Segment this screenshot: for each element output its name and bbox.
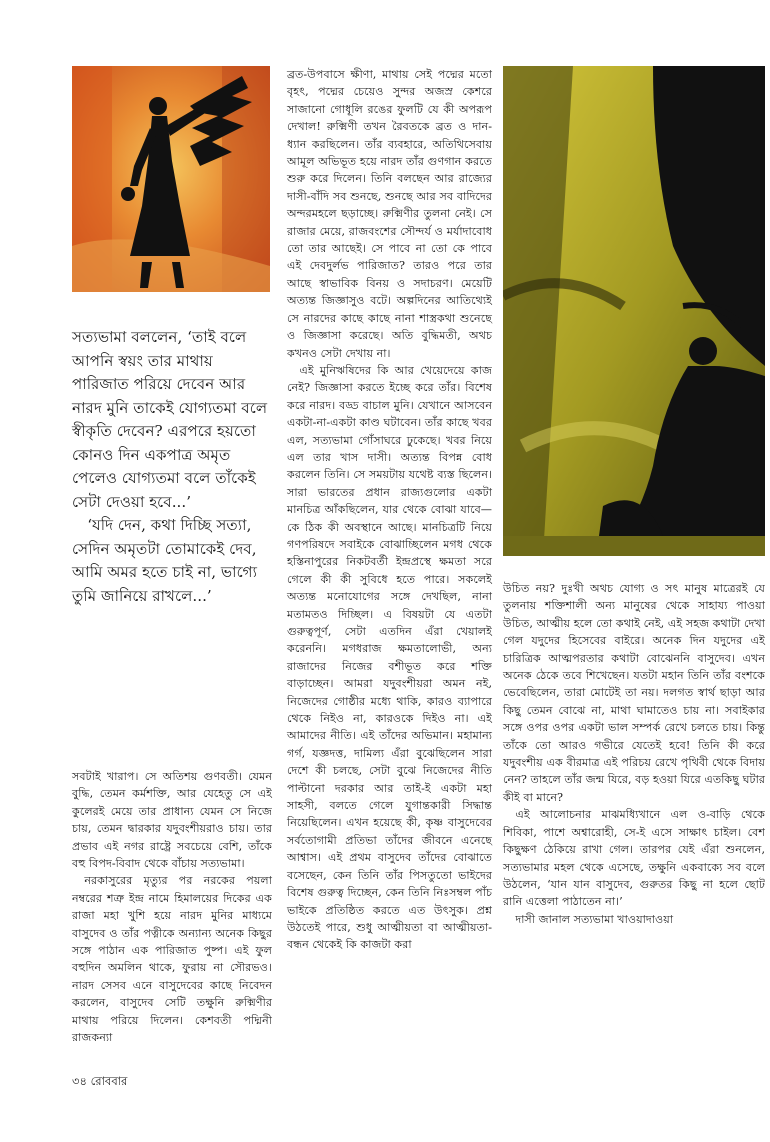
illustration-seated-figure bbox=[503, 66, 765, 556]
text-column-left bbox=[72, 768, 272, 1047]
pull-quote-paragraph: সত্যভামা বললেন, ‘তাই বলে আপনি স্বয়ং তার মাথায় পারিজাত পরিয়ে দেবেন আর নারদ মুনি তাকেই যোগ্যতমা বলে স্বীকৃতি দেবেন? এরপরে হয়তো কোনও দিন একপাত্র অমৃত পেলেও যোগ্যতমা বলে তাঁকেই সেটা দেওয়া হবে...’ bbox=[72, 328, 268, 511]
text-column-right bbox=[503, 580, 765, 928]
pull-quote-paragraph: ‘যদি দেন, কথা দিচ্ছি সত্যা, সেদিন অমৃতটা তোমাকেই দেব, আমি অমর হতে চাই না, ভাগ্যে তুমি জানিয়ে রাখলে...’ bbox=[72, 516, 258, 605]
body-paragraph: ব্রত-উপবাসে ক্ষীণা, মাথায় সেই পদ্মের মতো বৃহৎ, পদ্মের চেয়েও সুন্দর অজস্র কেশরে সাজানো গোধূলি রঙের ফুলটি যে কী অপরূপ দেখাল! রুক্মিণী তখন রৈবতকে ব্রত ও দান-ধ্যান করছিলেন। তাঁর ব্যবহারে, অতিথিসেবায় আমূল অভিভূত হয়ে নারদ তাঁর গুণগান করতে শুরু করে দিলেন। তিনি বলছেন আর রাজ্যের দাসী-বাঁদি সব শুনছে, শুনছে আর সব বাদিদের অন্দরমহলে ছড়াচ্ছে। রুক্মিণীর তুলনা নেই। সে রাজার মেয়ে, রাজবংশের সৌন্দর্য ও মর্যাদাবোধ তো তার আছেই। সে পাবে না তো কে পাবে এই দেবদুর্লভ পারিজাত? তারও পরে তার আছে স্বাভাবিক বিনয় ও সদাচরণ। মেয়েটি অত্যন্ত জিজ্ঞাসুও বটে। অল্পদিনের আতিথ্যেই সে নারদের কাছে কাছে নানা শাস্ত্রকথা শুনেছে ও জিজ্ঞাসা করেছে। অতি বুদ্ধিমতী, অথচ কখনও সেটা দেখায় না। bbox=[287, 68, 492, 360]
body-paragraph: দাসী জানাল সত্যভামা খাওয়াদাওয়া bbox=[515, 912, 674, 926]
body-paragraph: এই আলোচনার মাঝমধ্যিখানে এল ও-বাড়ি থেকে শিবিকা, পাশে অশ্বারোহী, সে-ই এসে সাক্ষাৎ চাইল। বেশ কিছুক্ষণ ঠেকিয়ে রাখা গেল। তারপর যেই এঁরা শুনলেন, সত্যভামার মহল থেকে এসেছে, তক্ষুনি একবাক্যে সব বলে উঠলেন, ‘যান যান বাসুদেব, গুরুতর কিছু না হলে ছোট রানি এত্তেলা পাঠাতেন না।’ bbox=[503, 808, 765, 909]
body-paragraph: উচিত নয়? দুঃখী অথচ যোগ্য ও সৎ মানুষ মাত্রেরই যে তুলনায় শক্তিশালী অন্য মানুষের থেকে সাহায্য পাওয়া উচিত, আত্মীয় হলে তো কথাই নেই, এই সহজ কথাটা দেখা গেল যদুদের হিসেবের বাইরে। অনেক দিন যদুদের এই চারিত্রিক আত্মপরতার কথাটা বোঝেননি বাসুদেব। এখন অনেক ঠেকে তবে শিখেছেন। যতটা মহান তিনি তাঁর বংশকে ভেবেছিলেন, তারা মোটেই তা নয়। দলগত স্বার্থ ছাড়া আর কিছু তেমন বোঝে না, মাথা ঘামাতেও চায় না। সবাইকার সঙ্গে ওপর ওপর একটা ভাল সম্পর্ক রেখে চলতে চায়। কিন্তু তাঁকে তো আরও গভীরে যেতেই হবে! তিনি কী করে যদুবংশীয় এক বীরমাত্র এই পরিচয় রেখে পৃথিবী থেকে বিদায় নেন? তাহলে তাঁর জন্ম যিরে, বড় হওয়া যিরে এতকিছু ঘটার কীই বা মানে? bbox=[503, 582, 765, 804]
page-folio: ৩৪ রোববার bbox=[72, 1074, 128, 1088]
body-paragraph: নরকাসুরের মৃত্যুর পর নরকের পয়লা নম্বরের শত্রু ইন্দ্র নামে হিমালয়ের দিকের এক রাজা মহা খুশি হয়ে নারদ মুনির মাধ্যমে বাসুদেব ও তাঁর পত্নীকে অন্যান্য অনেক কিছুর সঙ্গে পাঠান এক পারিজাত পুষ্প। এই ফুল বহুদিন অমলিন থাকে, ফুরায় না সৌরভও। নারদ সেসব এনে বাসুদেবের কাছে নিবেদন করলেন, বাসুদেব সেটি তক্ষুনি রুক্মিণীর মাথায় পরিয়ে দিলেন। কেশবতী পদ্মিনী রাজকন্যা bbox=[72, 874, 272, 1045]
illustration-dancer bbox=[72, 66, 270, 292]
text-column-middle bbox=[287, 66, 492, 954]
body-paragraph: সবটাই খারাপ। সে অতিশয় গুণবতী। যেমন বুদ্ধি, তেমন কর্মশক্তি, আর যেহেতু সে এই কুলেরই মেয়ে তার প্রাধান্য যেমন সে নিজে চায়, তেমন দ্বারকার যদুবংশীয়রাও চায়। তার প্রভাব এই নগর রাষ্ট্রে সবচেয়ে বেশি, তাঁকে বহু বিপদ-বিবাদ থেকে বাঁচায় সত্যভামা। bbox=[72, 770, 272, 871]
body-paragraph: এই মুনিঋষিদের কি আর খেয়েদেয়ে কাজ নেই? জিজ্ঞাসা করতে ইচ্ছে করে তাঁর। বিশেষ করে নারদ। বড্ড বাচাল মুনি। যেখানে আসবেন একটা-না-একটা কাণ্ড ঘটাবেন। তাঁর কাছে খবর এল, সত্যভামা গোঁসাঘরে ঢুকেছে। খবর নিয়ে এল তার খাস দাসী। অত্যন্ত বিপন্ন বোধ করলেন তিনি। সে সময়টায় যথেষ্ট ব্যস্ত ছিলেন। সারা ভারতের প্রধান রাজ্যগুলোর একটা মানচিত্র আঁকছিলেন, যার থেকে বোঝা যাবে— কে ঠিক কী অবস্থানে আছে। মানচিত্রটি নিয়ে গণপরিষদে সবাইকে বোঝাচ্ছিলেন মগধ থেকে হস্তিনাপুরের নিকটবর্তী ইন্দ্রপ্রস্থে ক্ষমতা সরে গেলে কী কী সুবিধে হতে পারে। সকলেই অত্যন্ত মনোযোগের সঙ্গে দেখছিল, নানা মতামতও দিচ্ছিল। এ বিষয়টা যে এতটা গুরুত্বপূর্ণ, সেটা এতদিন এঁরা খেয়ালই করেননি। মগধরাজ ক্ষমতালোভী, অন্য রাজাদের নিজের বশীভূত করে শক্তি বাড়াচ্ছেন। আমরা যদুবংশীয়রা অমন নই, নিজেদের গোষ্ঠীর মধ্যে থাকি, কারও ব্যাপারে থেকে নিইও না, কারওকে দিইও না। এই আমাদের নীতি। এই তাঁদের অভিমান। মহামান্য গর্গ, যজ্ঞদত্ত, দামিল্য এঁরা বুঝেছিলেন সারা দেশে কী চলছে, সেটা বুঝে নিজেদের নীতি পাল্টানো দরকার আর তাই-ই একটা মহা সাহসী, বলতে গেলে যুগান্তকারী সিদ্ধান্ত নিয়েছিলেন। এখন হয়েছে কী, কৃষ্ণ বাসুদেবের সর্বতোগামী প্রতিভা তাঁদের জীবনে এনেছে আশ্বাস। এই প্রথম বাসুদেব তাঁদের বোঝাতে বসেছেন, কেন তিনি তাঁর পিসতুতো ভাইদের বিশেষ গুরুত্ব দিচ্ছেন, কেন তিনি নিঃসম্বল পাঁচ ভাইকে প্রতিষ্ঠিত করতে এত উৎসুক। প্রশ্ন উঠতেই পারে, শুধু আত্মীয়তা বা আত্মীয়তা-বন্ধন থেকেই কি কাজটা করা bbox=[287, 363, 492, 952]
pull-quote-column bbox=[72, 326, 272, 608]
seated-figure-illustration-icon bbox=[503, 66, 765, 556]
dancing-figure-illustration-icon bbox=[72, 66, 270, 292]
